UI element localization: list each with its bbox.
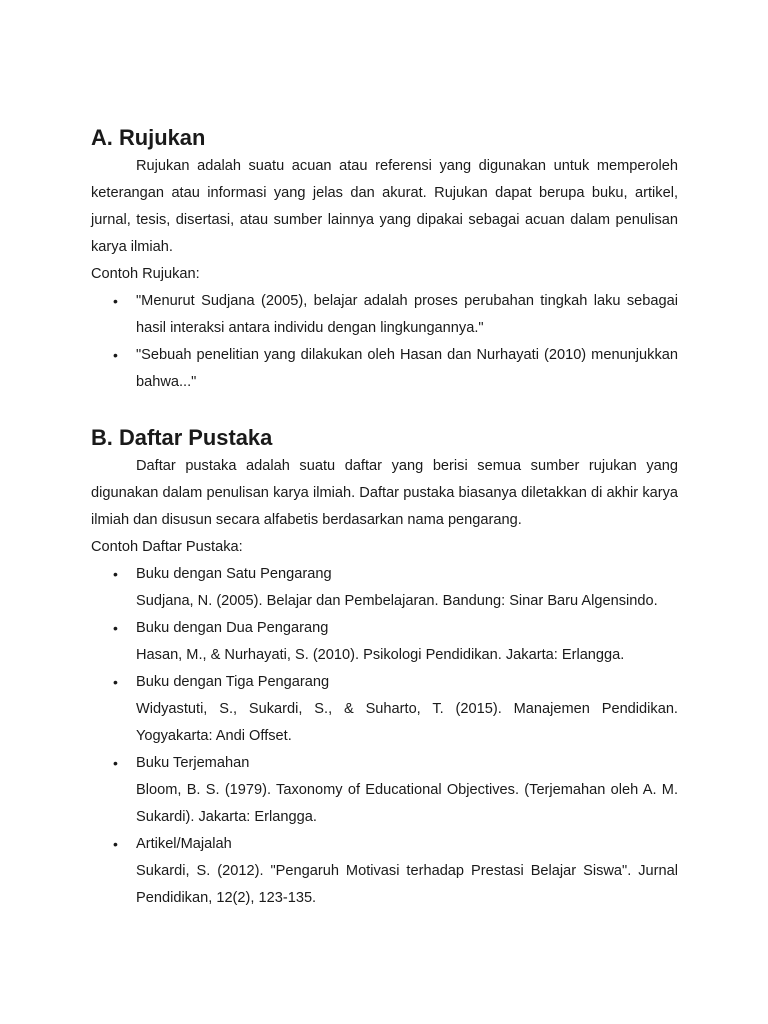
section-a-paragraph: Rujukan adalah suatu acuan atau referensi yang digunakan untuk memperoleh keterangan atau informasi yang jelas dan akurat. Rujukan dapat berupa buku, artikel, jurnal, tesis, disertasi, atau sumber lainnya yang dipakai sebagai acuan dalam penulisan karya ilmiah. — [91, 158, 678, 255]
bullet-icon: • — [113, 674, 118, 690]
bullet-icon: • — [113, 836, 118, 852]
section-b-example-label: Contoh Daftar Pustaka: — [91, 539, 243, 555]
reference-type: Buku dengan Tiga Pengarang — [136, 674, 330, 690]
list-item — [91, 750, 678, 831]
rujukan-examples-list — [91, 288, 678, 396]
reference-type: Buku dengan Dua Pengarang — [136, 620, 329, 636]
bullet-icon: • — [113, 620, 118, 636]
reference-type: Buku dengan Satu Pengarang — [136, 566, 332, 582]
section-b-paragraph: Daftar pustaka adalah suatu daftar yang berisi semua sumber rujukan yang digunakan dalam penulisan karya ilmiah. Daftar pustaka biasanya diletakkan di akhir karya ilmiah dan disusun secara alfabetis berdasarkan nama pengarang. — [91, 458, 678, 528]
daftar-pustaka-list — [91, 561, 678, 912]
bullet-icon: • — [113, 755, 118, 771]
reference-type: Artikel/Majalah — [136, 836, 232, 852]
reference-type: Buku Terjemahan — [136, 755, 250, 771]
rujukan-example-text: "Menurut Sudjana (2005), belajar adalah proses perubahan tingkah laku sebagai hasil interaksi antara individu dengan lingkungannya." — [136, 293, 678, 336]
bullet-icon: • — [113, 347, 118, 363]
list-item — [91, 342, 678, 396]
reference-entry: Bloom, B. S. (1979). Taxonomy of Educational Objectives. (Terjemahan oleh A. M. Sukardi). Jakarta: Erlangga. — [136, 782, 678, 825]
list-item — [91, 288, 678, 342]
section-a-heading: A. Rujukan — [91, 125, 206, 150]
reference-entry: Widyastuti, S., Sukardi, S., & Suharto, T. (2015). Manajemen Pendidikan. Yogyakarta: Andi Offset. — [136, 701, 678, 744]
list-item — [91, 615, 678, 669]
list-item — [91, 831, 678, 912]
bullet-icon: • — [113, 566, 118, 582]
list-item — [91, 669, 678, 750]
section-b-heading: B. Daftar Pustaka — [91, 425, 273, 450]
section-spacer — [91, 396, 678, 423]
rujukan-example-text: "Sebuah penelitian yang dilakukan oleh Hasan dan Nurhayati (2010) menunjukkan bahwa..." — [136, 347, 678, 390]
reference-entry: Sukardi, S. (2012). "Pengaruh Motivasi terhadap Prestasi Belajar Siswa". Jurnal Pendidikan, 12(2), 123-135. — [136, 863, 678, 906]
reference-entry: Sudjana, N. (2005). Belajar dan Pembelajaran. Bandung: Sinar Baru Algensindo. — [136, 593, 658, 609]
section-a-example-label: Contoh Rujukan: — [91, 266, 200, 282]
bullet-icon: • — [113, 293, 118, 309]
reference-entry: Hasan, M., & Nurhayati, S. (2010). Psikologi Pendidikan. Jakarta: Erlangga. — [136, 647, 625, 663]
list-item — [91, 561, 678, 615]
